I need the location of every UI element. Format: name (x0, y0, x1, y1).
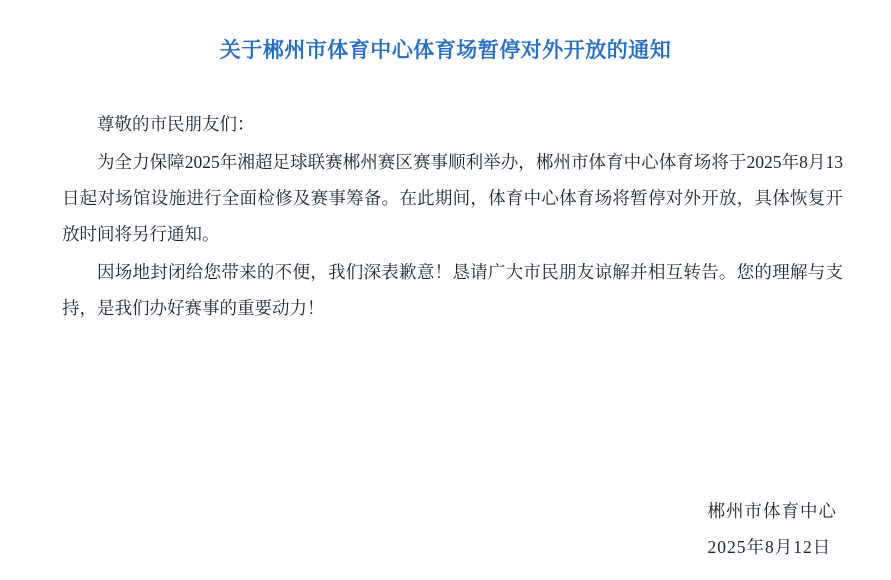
notice-body (0, 107, 891, 326)
paragraph-2: 因场地封闭给您带来的不便，我们深表歉意！恳请广大市民朋友谅解并相互转告。您的理解与支持，是我们办好赛事的重要动力！ (62, 261, 843, 318)
page-title: 关于郴州市体育中心体育场暂停对外开放的通知 (219, 39, 672, 62)
signature-date: 2025年8月12日 (707, 537, 832, 558)
signature-organization: 郴州市体育中心 (707, 500, 837, 521)
paragraph-1: 为全力保障2025年湘超足球联赛郴州赛区赛事顺利举办，郴州市体育中心体育场将于2025年8月13日起对场馆设施进行全面检修及赛事筹备。在此期间，体育中心体育场将暂停对外开放，具体恢复开放时间将另行通知。 (62, 152, 843, 245)
salutation: 尊敬的市民朋友们： (97, 114, 255, 135)
signature-block (708, 493, 838, 567)
